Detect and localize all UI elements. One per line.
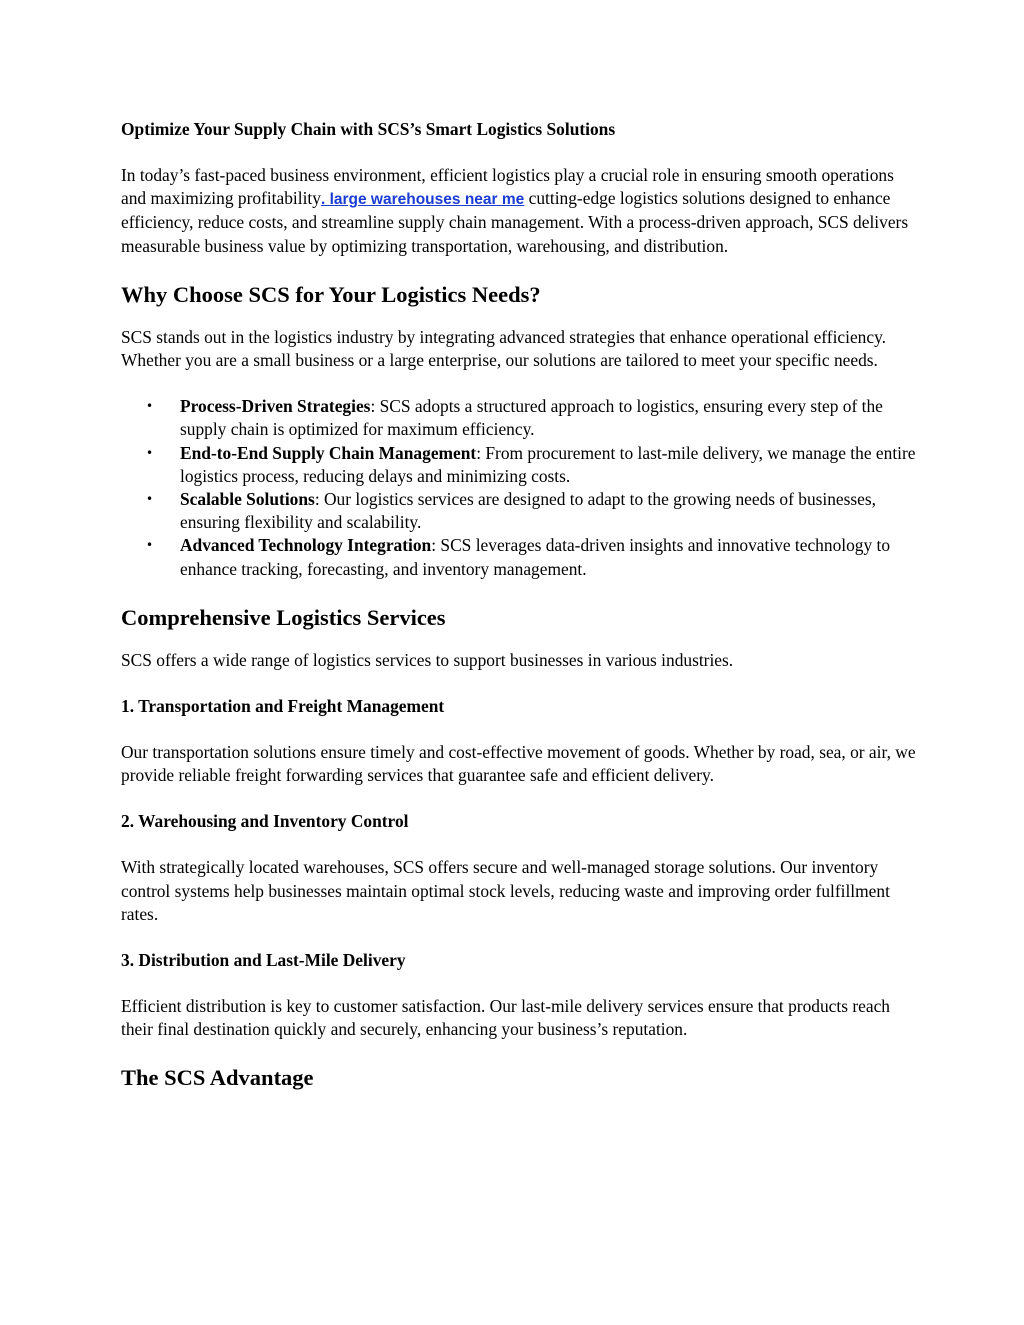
intro-paragraph <box>121 164 921 258</box>
feature-text: : Our logistics services are designed to adapt to the growing needs of businesses, ensuring flexibility and scalability. <box>180 489 877 533</box>
bullet-icon: • <box>146 445 154 460</box>
service-body-distribution: Efficient distribution is key to customer satisfaction. Our last-mile delivery services ensure that products reach their final destination quickly and securely, enhancing your business’s reputation. <box>121 996 890 1040</box>
why-choose-heading: Why Choose SCS for Your Logistics Needs? <box>121 281 541 307</box>
list-item <box>121 488 921 534</box>
service-heading-transportation: 1. Transportation and Freight Management <box>121 696 445 717</box>
features-list <box>121 395 921 581</box>
feature-text: : From procurement to last-mile delivery, we manage the entire logistics process, reducing delays and minimizing costs. <box>180 442 916 486</box>
service-heading-distribution: 3. Distribution and Last-Mile Delivery <box>121 950 406 971</box>
list-item <box>121 534 921 580</box>
intro-text-after-link: cutting-edge logistics solutions designed to enhance efficiency, reduce costs, and streamline supply chain management. With a process-driven approach, SCS delivers measurable business value by optimizing transportation, warehousing, and distribution. <box>121 188 909 256</box>
large-warehouses-link[interactable]: . large warehouses near me <box>320 191 525 209</box>
feature-title: Process-Driven Strategies <box>180 396 371 417</box>
intro-text-before-link: In today’s fast-paced business environment, efficient logistics play a crucial role in ensuring smooth operations and maximizing profitability <box>121 165 894 209</box>
document-title: Optimize Your Supply Chain with SCS’s Smart Logistics Solutions <box>121 119 616 139</box>
service-body-warehousing: With strategically located warehouses, SCS offers secure and well-managed storage solutions. Our inventory control systems help businesses maintain optimal stock levels, reducing waste and improving order fulfillment rates. <box>121 857 890 924</box>
bullet-icon: • <box>146 492 154 507</box>
service-body-transportation: Our transportation solutions ensure timely and cost-effective movement of goods. Whether by road, sea, or air, we provide reliable freight forwarding services that guarantee safe and efficient delivery. <box>121 742 916 786</box>
services-heading: Comprehensive Logistics Services <box>121 604 446 630</box>
list-item <box>121 442 921 488</box>
why-choose-paragraph: SCS stands out in the logistics industry by integrating advanced strategies that enhance operational efficiency. Whether you are a small business or a large enterprise, our solutions are tailored to meet your specific needs. <box>121 326 886 371</box>
feature-title: Scalable Solutions <box>180 489 315 510</box>
bullet-icon: • <box>146 399 154 414</box>
advantage-heading: The SCS Advantage <box>121 1065 314 1091</box>
feature-title: Advanced Technology Integration <box>180 535 432 556</box>
feature-title: End-to-End Supply Chain Management <box>180 442 477 463</box>
list-item <box>121 395 921 441</box>
feature-text: : SCS adopts a structured approach to logistics, ensuring every step of the supply chain is optimized for maximum efficiency. <box>180 396 883 440</box>
bullet-icon: • <box>146 538 154 553</box>
feature-text: : SCS leverages data-driven insights and innovative technology to enhance tracking, forecasting, and inventory management. <box>180 535 891 579</box>
service-heading-warehousing: 2. Warehousing and Inventory Control <box>121 811 409 832</box>
services-paragraph: SCS offers a wide range of logistics services to support businesses in various industries. <box>121 649 734 670</box>
document-page <box>121 118 921 1109</box>
